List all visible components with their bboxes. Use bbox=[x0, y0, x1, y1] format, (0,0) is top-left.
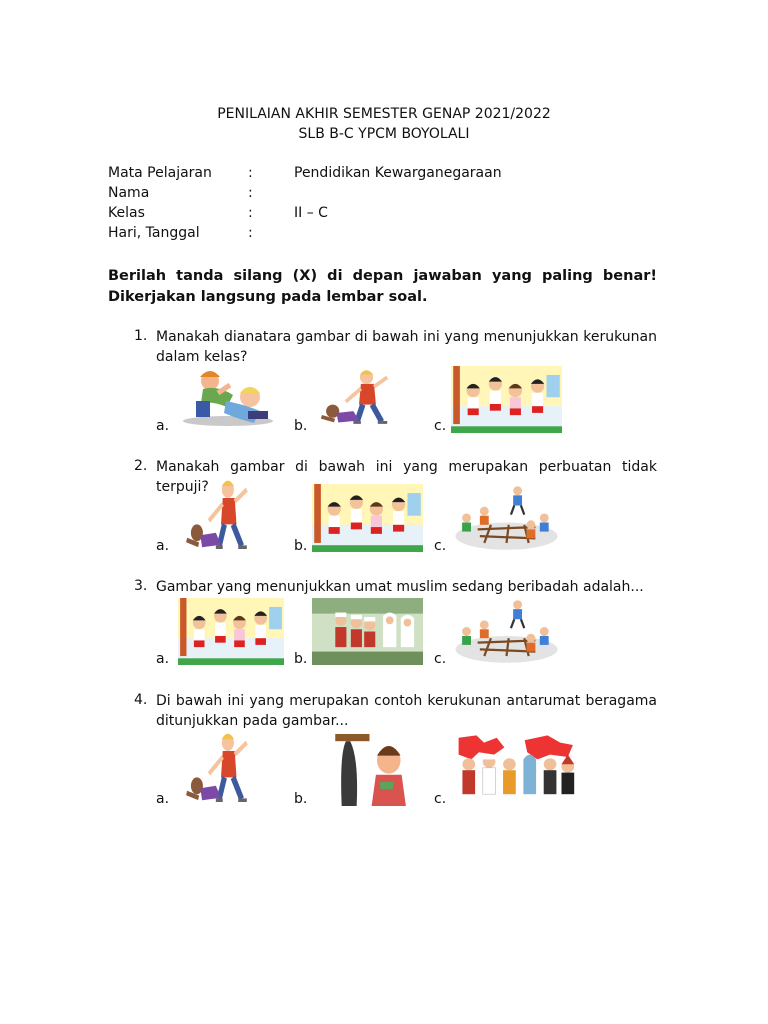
child-stealing-picture bbox=[316, 734, 423, 806]
question-text: Manakah dianatara gambar di bawah ini yang menunjukkan kerukunan dalam kelas? bbox=[156, 329, 657, 365]
identity-label: Hari, Tanggal bbox=[108, 225, 200, 241]
option-letter[interactable]: b. bbox=[294, 791, 308, 807]
identity-label: Mata Pelajaran bbox=[108, 165, 212, 181]
identity-colon: : bbox=[248, 225, 253, 241]
option-letter[interactable]: c. bbox=[434, 791, 447, 807]
question-text: Di bawah ini yang merupakan contoh kerukunan antarumat beragama ditunjukkan pada gambar... bbox=[156, 693, 657, 729]
option-letter[interactable]: b. bbox=[294, 538, 308, 554]
question-text: Manakah gambar di bawah ini yang merupakan perbuatan tidak terpuji? bbox=[156, 459, 657, 495]
option-letter[interactable]: a. bbox=[156, 651, 170, 667]
option-letter[interactable]: c. bbox=[434, 418, 447, 434]
option-letter[interactable]: c. bbox=[434, 538, 447, 554]
identity-colon: : bbox=[248, 165, 253, 181]
identity-label: Nama bbox=[108, 185, 150, 201]
option-letter[interactable]: c. bbox=[434, 651, 447, 667]
option-letter[interactable]: b. bbox=[294, 651, 308, 667]
option-letter[interactable]: a. bbox=[156, 418, 170, 434]
question-number: 3. bbox=[134, 578, 148, 594]
children-fighting-picture bbox=[178, 367, 278, 427]
question-number: 1. bbox=[134, 328, 148, 344]
identity-colon: : bbox=[248, 185, 253, 201]
child-pushing-child-picture bbox=[178, 480, 264, 552]
identity-label: Kelas bbox=[108, 205, 145, 221]
school-name: SLB B-C YPCM BOYOLALI bbox=[298, 126, 470, 142]
muslims-praying-picture bbox=[312, 598, 423, 665]
identity-value: II – C bbox=[294, 205, 328, 221]
identity-value: Pendidikan Kewarganegaraan bbox=[294, 165, 502, 181]
child-pushing-child-picture bbox=[178, 733, 264, 805]
option-letter[interactable]: a. bbox=[156, 538, 170, 554]
option-letter[interactable]: b. bbox=[294, 418, 308, 434]
instruction-line-1: Berilah tanda silang (X) di depan jawaban yang paling benar! bbox=[108, 268, 657, 284]
children-playing-game-picture bbox=[451, 484, 562, 552]
identity-colon: : bbox=[248, 205, 253, 221]
instruction-line-2: Dikerjakan langsung pada lembar soal. bbox=[108, 289, 428, 305]
instructions bbox=[108, 266, 657, 308]
child-pushing-child-picture bbox=[312, 369, 406, 427]
children-playing-together-picture bbox=[178, 598, 284, 665]
children-playing-together-picture bbox=[312, 484, 423, 552]
question-number: 2. bbox=[134, 458, 148, 474]
children-playing-game-picture bbox=[451, 598, 562, 665]
question-text: Gambar yang menunjukkan umat muslim sedang beribadah adalah... bbox=[156, 579, 644, 595]
exam-title: PENILAIAN AKHIR SEMESTER GENAP 2021/2022 bbox=[217, 106, 551, 122]
option-letter[interactable]: a. bbox=[156, 791, 170, 807]
children-playing-together-picture bbox=[451, 366, 562, 433]
interfaith-group-picture bbox=[451, 733, 578, 805]
question-number: 4. bbox=[134, 692, 148, 708]
